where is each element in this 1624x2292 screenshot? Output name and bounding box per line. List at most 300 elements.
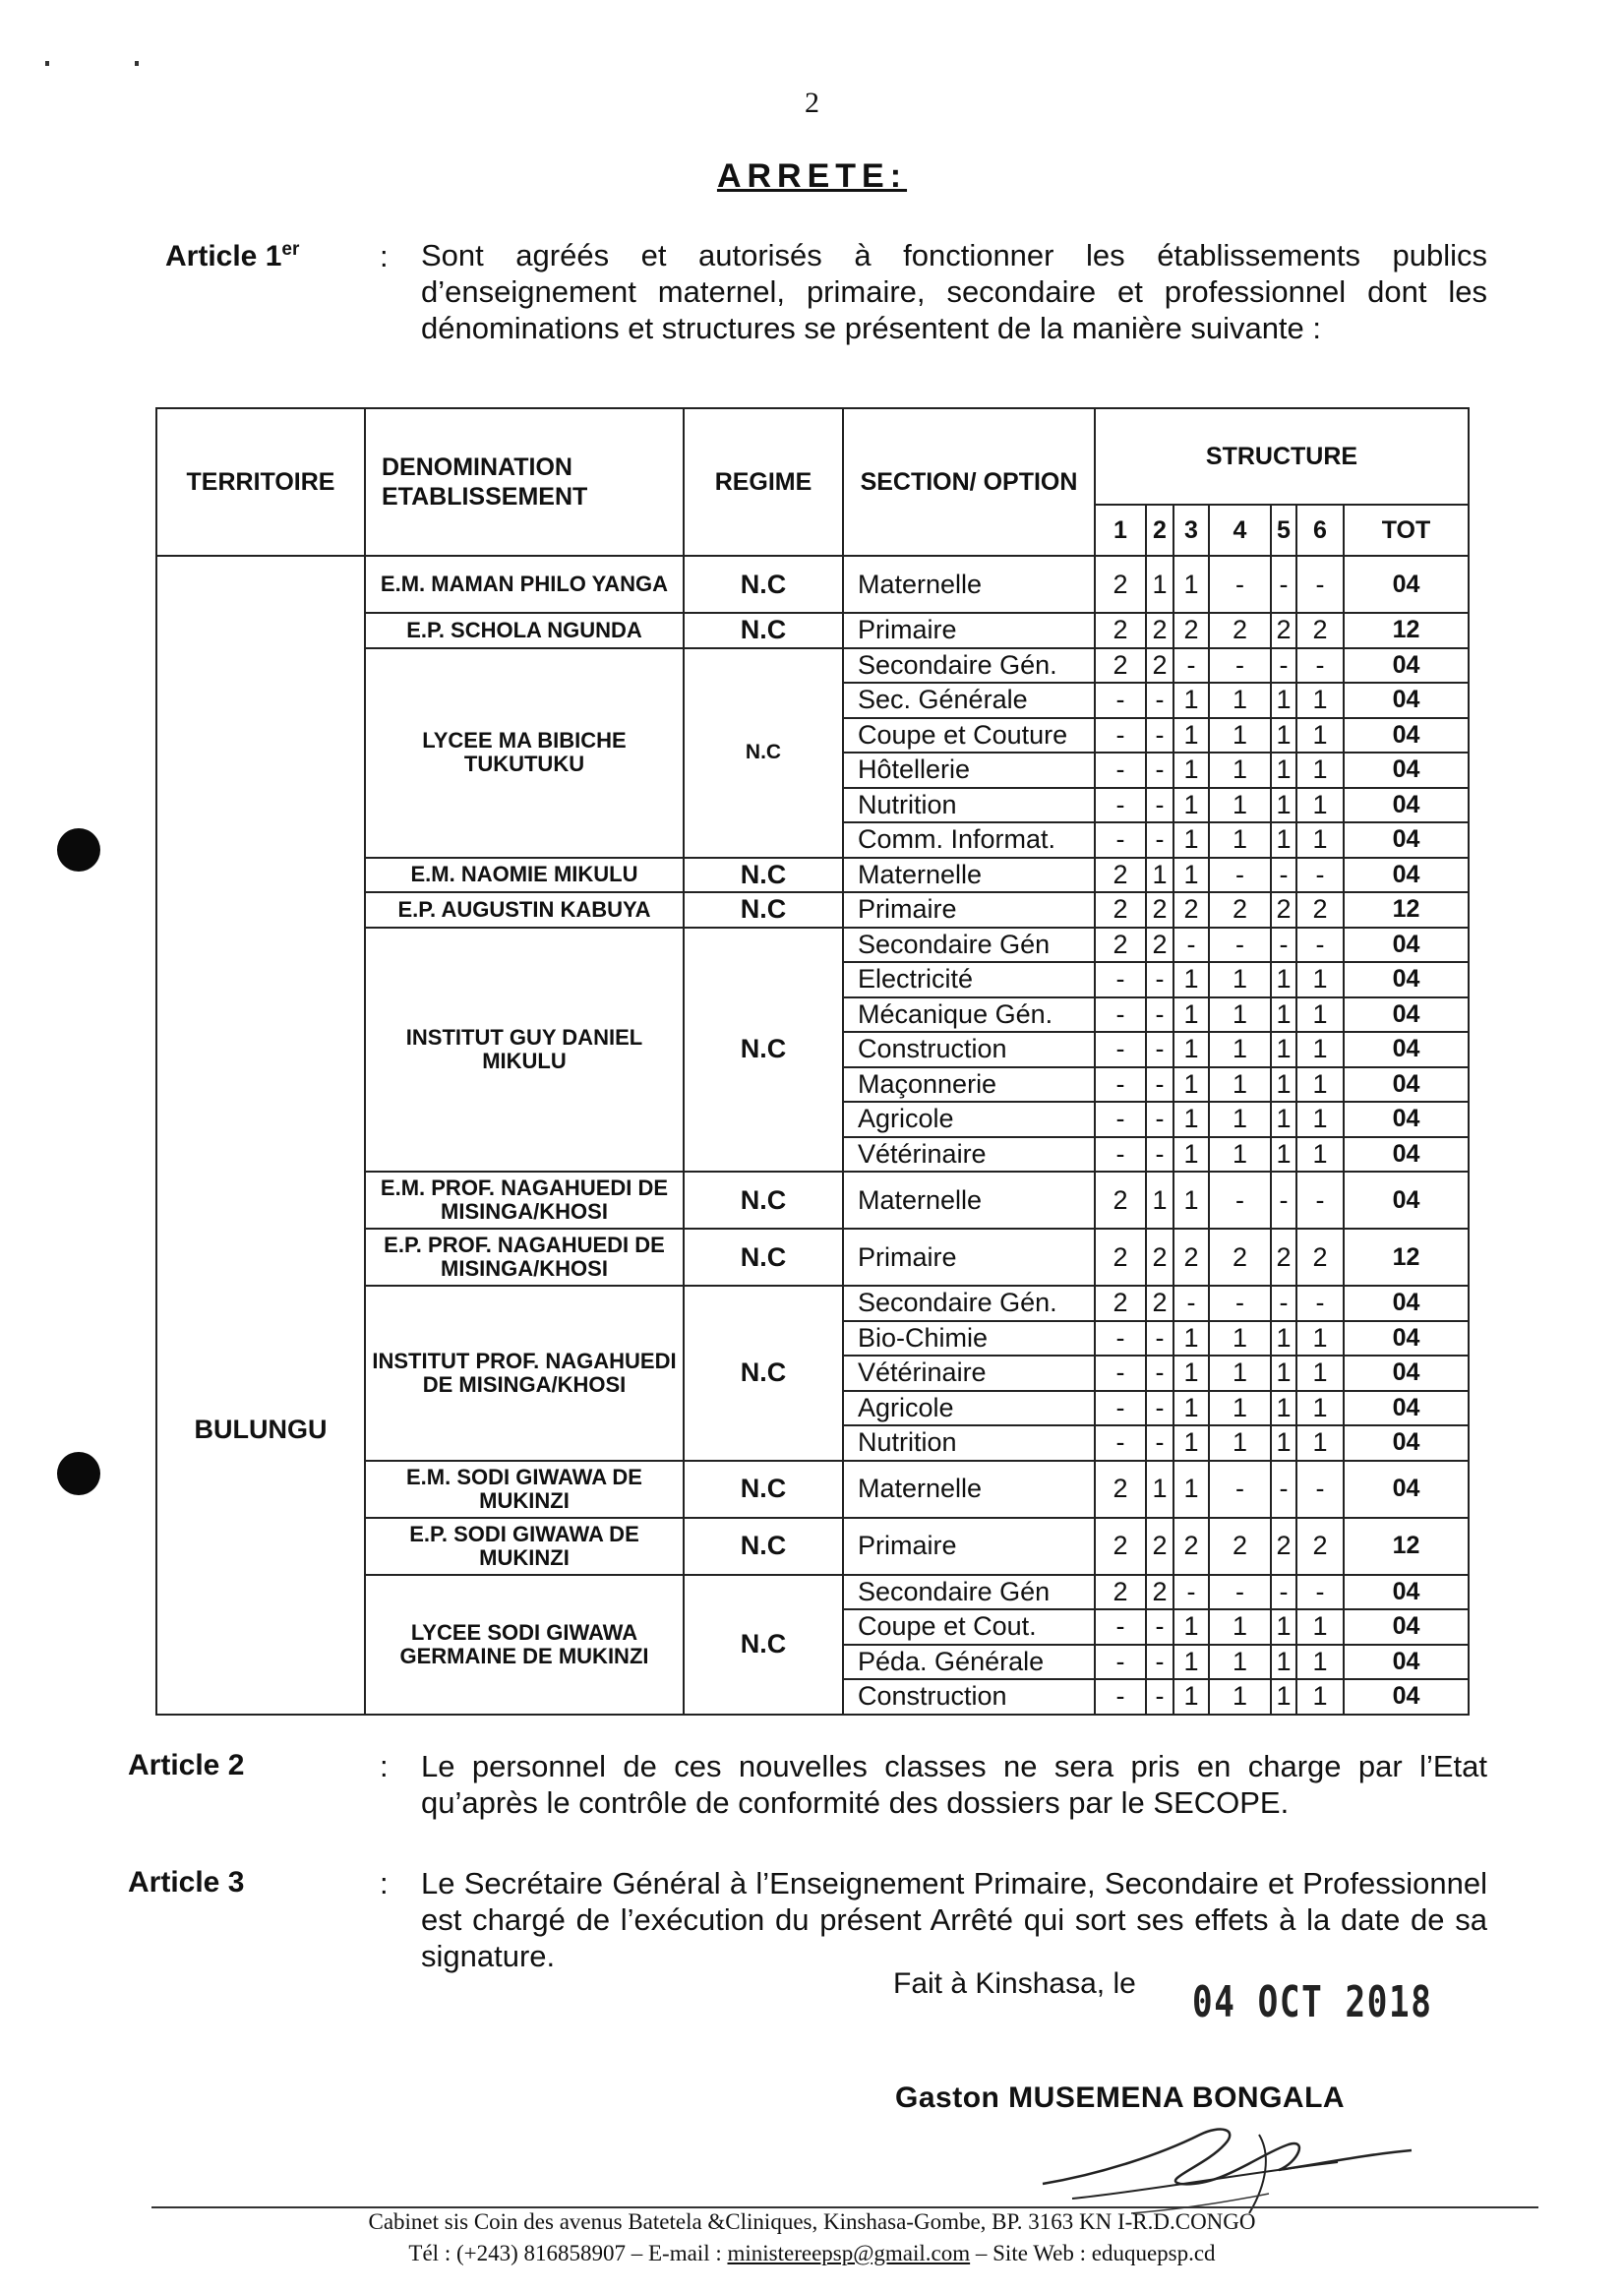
structure-cell-2: 1 [1146, 858, 1173, 893]
article-3-text: Le Secrétaire Général à l’Enseignement Primaire, Secondaire et Professionnel est chargé de l’exécution du présent Arrêté qui sort ses effets à la date de sa signature. [421, 1866, 1487, 1973]
option-cell: Vétérinaire [843, 1137, 1095, 1173]
structure-cell-5: 1 [1271, 1137, 1296, 1173]
structure-cell-3: 1 [1173, 1137, 1209, 1173]
option-cell: Nutrition [843, 1425, 1095, 1461]
structure-cell-4: 1 [1209, 1321, 1271, 1357]
footer-rule [151, 2206, 1538, 2208]
school-name: E.P. AUGUSTIN KABUYA [365, 892, 684, 928]
structure-cell-1: 2 [1095, 1575, 1146, 1610]
structure-cell-4: 1 [1209, 1067, 1271, 1103]
structure-cell-1: 2 [1095, 1518, 1146, 1575]
structure-cell-4: 1 [1209, 753, 1271, 788]
option-cell: Primaire [843, 1229, 1095, 1286]
article-1-text: Sont agréés et autorisés à fonctionner les établissements publics d’enseignement maternel, primaire, secondaire et professionnel dont les dénominations et structures se présentent de la manière suivante : [421, 238, 1487, 345]
total-cell: 04 [1344, 997, 1469, 1033]
structure-cell-1: - [1095, 1356, 1146, 1391]
structure-cell-1: 2 [1095, 858, 1146, 893]
regime-cell: N.C [684, 1229, 843, 1286]
date-stamp: 04 OCT 2018 [1192, 1977, 1433, 2027]
structure-cell-5: 1 [1271, 1356, 1296, 1391]
article-1-label: Article 1er [165, 239, 300, 272]
structure-cell-3: 1 [1173, 556, 1209, 613]
school-name: E.M. PROF. NAGAHUEDI DE MISINGA/KHOSI [365, 1172, 684, 1229]
total-cell: 04 [1344, 822, 1469, 858]
total-cell: 04 [1344, 1067, 1469, 1103]
structure-cell-4: 1 [1209, 962, 1271, 997]
structure-cell-1: 2 [1095, 1172, 1146, 1229]
structure-cell-3: 1 [1173, 788, 1209, 823]
structure-cell-1: - [1095, 788, 1146, 823]
structure-cell-2: - [1146, 997, 1173, 1033]
structure-cell-1: - [1095, 1102, 1146, 1137]
structure-cell-3: - [1173, 928, 1209, 963]
structure-cell-2: 2 [1146, 892, 1173, 928]
structure-cell-2: - [1146, 1032, 1173, 1067]
header-territoire: TERRITOIRE [156, 408, 365, 556]
option-cell: Electricité [843, 962, 1095, 997]
total-cell: 04 [1344, 1575, 1469, 1610]
structure-cell-3: 1 [1173, 1356, 1209, 1391]
total-cell: 04 [1344, 1102, 1469, 1137]
scan-speck [135, 61, 139, 66]
structure-cell-2: - [1146, 1645, 1173, 1680]
structure-cell-3: 1 [1173, 1321, 1209, 1357]
structure-cell-1: - [1095, 1137, 1146, 1173]
structure-cell-6: 1 [1296, 1356, 1344, 1391]
header-col-3: 3 [1173, 505, 1209, 556]
structure-cell-3: 2 [1173, 613, 1209, 648]
structure-cell-3: 1 [1173, 1032, 1209, 1067]
structure-cell-1: 2 [1095, 1286, 1146, 1321]
option-cell: Primaire [843, 1518, 1095, 1575]
structure-cell-1: - [1095, 1645, 1146, 1680]
structure-cell-3: 1 [1173, 1391, 1209, 1426]
structure-cell-2: - [1146, 718, 1173, 754]
footer-tel: Tél : (+243) 816858907 – E-mail : [408, 2241, 728, 2265]
structure-cell-4: 1 [1209, 788, 1271, 823]
option-cell: Nutrition [843, 788, 1095, 823]
option-cell: Sec. Générale [843, 683, 1095, 718]
structure-cell-6: 1 [1296, 1102, 1344, 1137]
structure-cell-3: - [1173, 648, 1209, 684]
school-name: E.M. MAMAN PHILO YANGA [365, 556, 684, 613]
header-col-4: 4 [1209, 505, 1271, 556]
school-name: INSTITUT GUY DANIEL MIKULU [365, 928, 684, 1173]
total-cell: 04 [1344, 1645, 1469, 1680]
school-name: E.P. SODI GIWAWA DE MUKINZI [365, 1518, 684, 1575]
structure-cell-2: - [1146, 683, 1173, 718]
structure-cell-1: 2 [1095, 613, 1146, 648]
total-cell: 04 [1344, 1461, 1469, 1518]
structure-cell-2: - [1146, 788, 1173, 823]
article-2-label: Article 2 [128, 1749, 245, 1781]
structure-cell-3: 1 [1173, 962, 1209, 997]
option-cell: Secondaire Gén [843, 928, 1095, 963]
structure-cell-4: - [1209, 858, 1271, 893]
structure-cell-2: 1 [1146, 1461, 1173, 1518]
structure-cell-2: 2 [1146, 648, 1173, 684]
structure-cell-1: - [1095, 1321, 1146, 1357]
total-cell: 04 [1344, 683, 1469, 718]
structure-cell-3: 2 [1173, 1229, 1209, 1286]
structure-cell-1: 2 [1095, 928, 1146, 963]
structure-cell-2: 2 [1146, 1518, 1173, 1575]
structure-cell-6: 2 [1296, 613, 1344, 648]
structure-cell-3: - [1173, 1286, 1209, 1321]
structure-cell-5: 1 [1271, 683, 1296, 718]
structure-cell-4: 1 [1209, 1391, 1271, 1426]
total-cell: 12 [1344, 1229, 1469, 1286]
structure-cell-5: 1 [1271, 718, 1296, 754]
structure-cell-4: - [1209, 1172, 1271, 1229]
structure-cell-2: - [1146, 1102, 1173, 1137]
regime-cell: N.C [684, 858, 843, 893]
structure-cell-2: - [1146, 822, 1173, 858]
regime-cell: N.C [684, 1575, 843, 1715]
footer-email-link[interactable]: ministereepsp@gmail.com [727, 2241, 971, 2265]
regime-cell: N.C [684, 1172, 843, 1229]
article-3-colon: : [380, 1866, 389, 1900]
structure-cell-1: 2 [1095, 1461, 1146, 1518]
regime-cell: N.C [684, 1518, 843, 1575]
structure-cell-1: 2 [1095, 556, 1146, 613]
total-cell: 12 [1344, 613, 1469, 648]
total-cell: 04 [1344, 1321, 1469, 1357]
regime-cell: N.C [684, 928, 843, 1173]
structure-cell-6: - [1296, 1575, 1344, 1610]
regime-cell: N.C [684, 648, 843, 858]
structure-cell-4: 2 [1209, 613, 1271, 648]
structure-cell-3: 1 [1173, 1645, 1209, 1680]
structure-cell-6: - [1296, 556, 1344, 613]
footer-site-label: – Site Web : [970, 2241, 1092, 2265]
structure-cell-2: - [1146, 1067, 1173, 1103]
structure-cell-4: 1 [1209, 1102, 1271, 1137]
structure-cell-5: 2 [1271, 1229, 1296, 1286]
structure-cell-5: - [1271, 1461, 1296, 1518]
total-cell: 04 [1344, 962, 1469, 997]
structure-cell-3: 1 [1173, 997, 1209, 1033]
header-col-1: 1 [1095, 505, 1146, 556]
structure-cell-4: 1 [1209, 1425, 1271, 1461]
page-number: 2 [805, 87, 819, 119]
structure-cell-6: 1 [1296, 753, 1344, 788]
header-regime: REGIME [684, 408, 843, 556]
structure-cell-4: 1 [1209, 1679, 1271, 1715]
structure-cell-4: 1 [1209, 718, 1271, 754]
structure-cell-3: 1 [1173, 683, 1209, 718]
table-row [156, 556, 1469, 613]
option-cell: Construction [843, 1679, 1095, 1715]
scan-speck [45, 61, 49, 66]
structure-cell-6: - [1296, 858, 1344, 893]
option-cell: Maternelle [843, 1172, 1095, 1229]
structure-cell-5: 2 [1271, 892, 1296, 928]
option-cell: Construction [843, 1032, 1095, 1067]
structure-cell-5: 1 [1271, 962, 1296, 997]
structure-cell-3: 1 [1173, 1679, 1209, 1715]
total-cell: 04 [1344, 1679, 1469, 1715]
structure-cell-1: - [1095, 1425, 1146, 1461]
total-cell: 04 [1344, 648, 1469, 684]
option-cell: Comm. Informat. [843, 822, 1095, 858]
structure-cell-1: - [1095, 1067, 1146, 1103]
structure-cell-6: 1 [1296, 1032, 1344, 1067]
territoire-cell: BULUNGU [156, 556, 365, 1715]
structure-cell-6: 1 [1296, 1067, 1344, 1103]
option-cell: Péda. Générale [843, 1645, 1095, 1680]
total-cell: 04 [1344, 1172, 1469, 1229]
structure-cell-1: - [1095, 1391, 1146, 1426]
structure-cell-3: 1 [1173, 858, 1209, 893]
structure-table [155, 407, 1470, 1716]
structure-cell-5: - [1271, 648, 1296, 684]
structure-cell-5: - [1271, 556, 1296, 613]
signer-name: Gaston MUSEMENA BONGALA [895, 2081, 1346, 2114]
structure-cell-2: 1 [1146, 556, 1173, 613]
structure-cell-2: - [1146, 1137, 1173, 1173]
total-cell: 04 [1344, 928, 1469, 963]
structure-cell-1: - [1095, 962, 1146, 997]
structure-cell-4: 2 [1209, 892, 1271, 928]
total-cell: 04 [1344, 1137, 1469, 1173]
structure-cell-6: 2 [1296, 1229, 1344, 1286]
structure-cell-5: 1 [1271, 788, 1296, 823]
structure-cell-2: - [1146, 962, 1173, 997]
structure-cell-4: 1 [1209, 683, 1271, 718]
footer-contact [0, 2241, 1624, 2266]
school-name: E.P. SCHOLA NGUNDA [365, 613, 684, 648]
structure-cell-4: - [1209, 648, 1271, 684]
regime-cell: N.C [684, 892, 843, 928]
structure-cell-1: 2 [1095, 892, 1146, 928]
option-cell: Secondaire Gén. [843, 1286, 1095, 1321]
structure-cell-5: - [1271, 1575, 1296, 1610]
structure-cell-6: 1 [1296, 788, 1344, 823]
structure-cell-2: 2 [1146, 1286, 1173, 1321]
structure-cell-1: 2 [1095, 648, 1146, 684]
option-cell: Maternelle [843, 556, 1095, 613]
option-cell: Coupe et Couture [843, 718, 1095, 754]
structure-cell-5: 1 [1271, 1679, 1296, 1715]
structure-cell-3: 1 [1173, 1425, 1209, 1461]
option-cell: Primaire [843, 892, 1095, 928]
structure-cell-4: - [1209, 1575, 1271, 1610]
option-cell: Maçonnerie [843, 1067, 1095, 1103]
structure-cell-6: 1 [1296, 1137, 1344, 1173]
structure-cell-5: 1 [1271, 1102, 1296, 1137]
option-cell: Agricole [843, 1391, 1095, 1426]
school-name: LYCEE MA BIBICHE TUKUTUKU [365, 648, 684, 858]
structure-cell-6: 1 [1296, 1609, 1344, 1645]
school-name: INSTITUT PROF. NAGAHUEDI DE MISINGA/KHOSI [365, 1286, 684, 1461]
structure-cell-3: 2 [1173, 1518, 1209, 1575]
structure-cell-2: 2 [1146, 613, 1173, 648]
option-cell: Secondaire Gén [843, 1575, 1095, 1610]
structure-cell-4: 1 [1209, 822, 1271, 858]
structure-cell-6: 1 [1296, 1391, 1344, 1426]
header-section-option: SECTION/ OPTION [843, 408, 1095, 556]
structure-cell-4: 1 [1209, 1609, 1271, 1645]
structure-cell-5: - [1271, 858, 1296, 893]
structure-cell-3: 1 [1173, 718, 1209, 754]
punch-hole [57, 1452, 100, 1495]
structure-cell-5: 1 [1271, 753, 1296, 788]
structure-cell-6: 1 [1296, 1425, 1344, 1461]
structure-cell-5: 1 [1271, 1645, 1296, 1680]
structure-cell-4: - [1209, 1286, 1271, 1321]
structure-cell-5: 1 [1271, 822, 1296, 858]
structure-cell-1: - [1095, 683, 1146, 718]
regime-cell: N.C [684, 1461, 843, 1518]
signature-place: Fait à Kinshasa, le [893, 1967, 1136, 2000]
structure-cell-4: 2 [1209, 1518, 1271, 1575]
structure-cell-1: - [1095, 1679, 1146, 1715]
structure-cell-2: 1 [1146, 1172, 1173, 1229]
structure-cell-4: 2 [1209, 1229, 1271, 1286]
regime-cell: N.C [684, 613, 843, 648]
structure-cell-6: - [1296, 928, 1344, 963]
structure-cell-4: 1 [1209, 1356, 1271, 1391]
article-1-colon: : [380, 239, 389, 273]
structure-cell-4: 1 [1209, 1137, 1271, 1173]
structure-cell-3: 1 [1173, 1102, 1209, 1137]
structure-cell-2: - [1146, 753, 1173, 788]
structure-cell-4: 1 [1209, 997, 1271, 1033]
structure-cell-1: 2 [1095, 1229, 1146, 1286]
structure-cell-3: 1 [1173, 1067, 1209, 1103]
structure-cell-6: 1 [1296, 1321, 1344, 1357]
option-cell: Primaire [843, 613, 1095, 648]
structure-cell-6: - [1296, 1461, 1344, 1518]
option-cell: Coupe et Cout. [843, 1609, 1095, 1645]
school-name: E.M. NAOMIE MIKULU [365, 858, 684, 893]
total-cell: 04 [1344, 1425, 1469, 1461]
total-cell: 12 [1344, 892, 1469, 928]
structure-cell-5: 1 [1271, 1609, 1296, 1645]
structure-cell-1: - [1095, 753, 1146, 788]
header-col-tot: TOT [1344, 505, 1469, 556]
total-cell: 04 [1344, 753, 1469, 788]
structure-cell-6: - [1296, 648, 1344, 684]
header-col-2: 2 [1146, 505, 1173, 556]
structure-cell-4: - [1209, 556, 1271, 613]
header-col-5: 5 [1271, 505, 1296, 556]
structure-cell-6: 1 [1296, 822, 1344, 858]
option-cell: Vétérinaire [843, 1356, 1095, 1391]
structure-cell-2: - [1146, 1609, 1173, 1645]
option-cell: Maternelle [843, 1461, 1095, 1518]
structure-cell-3: 1 [1173, 822, 1209, 858]
structure-cell-4: 1 [1209, 1032, 1271, 1067]
structure-cell-6: 1 [1296, 962, 1344, 997]
structure-cell-3: 1 [1173, 753, 1209, 788]
structure-cell-6: 2 [1296, 892, 1344, 928]
structure-cell-5: 1 [1271, 1032, 1296, 1067]
structure-cell-5: 1 [1271, 1391, 1296, 1426]
structure-cell-3: - [1173, 1575, 1209, 1610]
structure-cell-1: - [1095, 718, 1146, 754]
option-cell: Bio-Chimie [843, 1321, 1095, 1357]
regime-cell: N.C [684, 556, 843, 613]
structure-cell-6: - [1296, 1286, 1344, 1321]
option-cell: Maternelle [843, 858, 1095, 893]
structure-cell-4: - [1209, 1461, 1271, 1518]
structure-cell-2: - [1146, 1425, 1173, 1461]
structure-cell-6: 1 [1296, 997, 1344, 1033]
structure-cell-6: 1 [1296, 718, 1344, 754]
structure-cell-6: 1 [1296, 1679, 1344, 1715]
footer-site: eduquepsp.cd [1091, 2241, 1216, 2265]
structure-cell-3: 1 [1173, 1172, 1209, 1229]
school-name: E.P. PROF. NAGAHUEDI DE MISINGA/KHOSI [365, 1229, 684, 1286]
total-cell: 04 [1344, 858, 1469, 893]
option-cell: Hôtellerie [843, 753, 1095, 788]
total-cell: 04 [1344, 556, 1469, 613]
structure-cell-2: 2 [1146, 1575, 1173, 1610]
structure-cell-5: - [1271, 1172, 1296, 1229]
structure-cell-5: 1 [1271, 997, 1296, 1033]
structure-cell-6: - [1296, 1172, 1344, 1229]
article-2-colon: : [380, 1749, 389, 1783]
structure-cell-1: - [1095, 997, 1146, 1033]
punch-hole [57, 828, 100, 872]
structure-cell-6: 2 [1296, 1518, 1344, 1575]
total-cell: 04 [1344, 788, 1469, 823]
structure-cell-1: - [1095, 822, 1146, 858]
option-cell: Mécanique Gén. [843, 997, 1095, 1033]
structure-cell-5: 1 [1271, 1321, 1296, 1357]
structure-cell-6: 1 [1296, 683, 1344, 718]
article-2-text: Le personnel de ces nouvelles classes ne sera pris en charge par l’Etat qu’après le contrôle de conformité des dossiers par le SECOPE. [421, 1749, 1487, 1820]
total-cell: 04 [1344, 1032, 1469, 1067]
structure-cell-5: 1 [1271, 1067, 1296, 1103]
total-cell: 04 [1344, 1286, 1469, 1321]
structure-cell-5: 2 [1271, 613, 1296, 648]
total-cell: 04 [1344, 718, 1469, 754]
school-name: LYCEE SODI GIWAWA GERMAINE DE MUKINZI [365, 1575, 684, 1715]
total-cell: 04 [1344, 1356, 1469, 1391]
structure-cell-3: 2 [1173, 892, 1209, 928]
structure-cell-2: - [1146, 1321, 1173, 1357]
structure-cell-2: - [1146, 1391, 1173, 1426]
structure-cell-4: - [1209, 928, 1271, 963]
structure-cell-5: 2 [1271, 1518, 1296, 1575]
school-name: E.M. SODI GIWAWA DE MUKINZI [365, 1461, 684, 1518]
structure-cell-2: 2 [1146, 1229, 1173, 1286]
total-cell: 04 [1344, 1391, 1469, 1426]
option-cell: Agricole [843, 1102, 1095, 1137]
structure-cell-4: 1 [1209, 1645, 1271, 1680]
total-cell: 12 [1344, 1518, 1469, 1575]
structure-cell-5: - [1271, 928, 1296, 963]
header-structure: STRUCTURE [1095, 408, 1469, 505]
structure-cell-3: 1 [1173, 1609, 1209, 1645]
header-denomination: DENOMINATION ETABLISSEMENT [365, 408, 684, 556]
option-cell: Secondaire Gén. [843, 648, 1095, 684]
structure-cell-5: 1 [1271, 1425, 1296, 1461]
structure-cell-3: 1 [1173, 1461, 1209, 1518]
structure-cell-1: - [1095, 1609, 1146, 1645]
header-col-6: 6 [1296, 505, 1344, 556]
article-3-label: Article 3 [128, 1866, 245, 1899]
regime-cell: N.C [684, 1286, 843, 1461]
document-heading: ARRETE: [716, 157, 908, 195]
total-cell: 04 [1344, 1609, 1469, 1645]
structure-cell-5: - [1271, 1286, 1296, 1321]
structure-cell-6: 1 [1296, 1645, 1344, 1680]
structure-cell-1: - [1095, 1032, 1146, 1067]
